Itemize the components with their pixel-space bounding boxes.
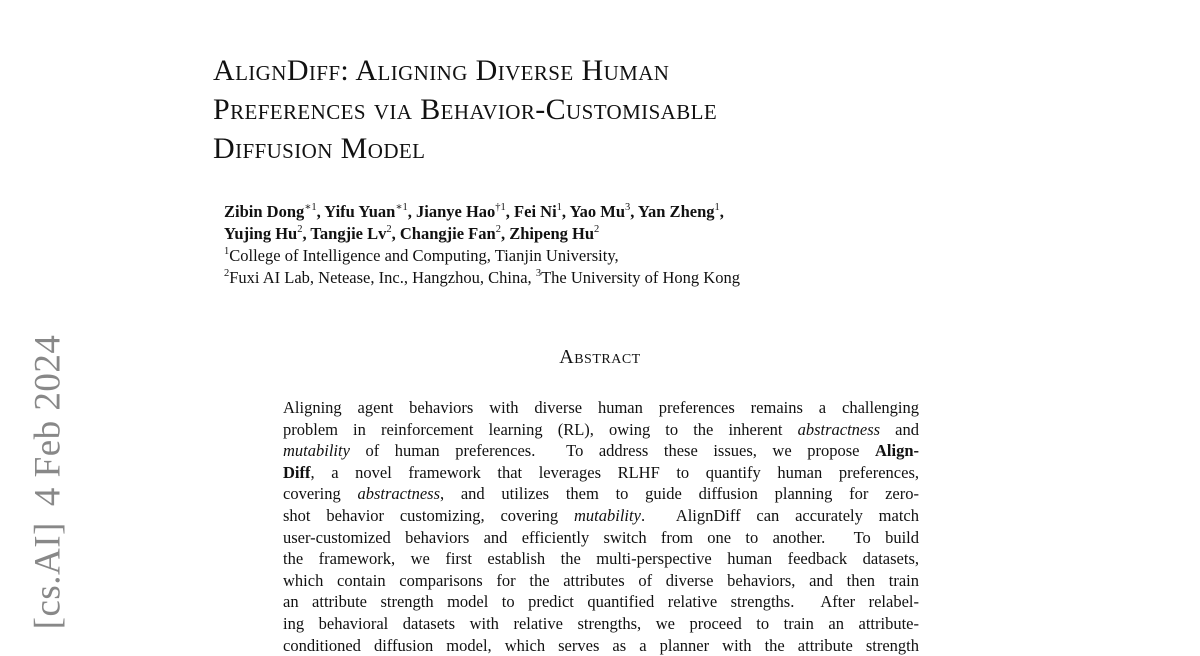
author-sup: 2 xyxy=(386,223,392,235)
arxiv-side-stamp xyxy=(27,335,70,630)
title-line-1: AlignDiff: Aligning Diverse Human xyxy=(213,54,670,87)
abstract-text-segment: covering xyxy=(283,484,358,504)
author-sup: 2 xyxy=(297,223,303,235)
author-sep: , xyxy=(391,224,400,243)
author-sup: †1 xyxy=(495,201,506,213)
abstract-text-segment: conditioned diffusion model, which serves as a planner with the attribute strength xyxy=(283,635,919,655)
abstract-body xyxy=(283,397,919,656)
affiliation-sup: 1 xyxy=(224,245,230,257)
abstract-line xyxy=(283,613,919,635)
abstract-text-segment: Aligning agent behaviors with diverse human preferences remains a challenging xyxy=(283,398,919,417)
affiliation-text: Fuxi AI Lab, Netease, Inc., Hangzhou, China, xyxy=(229,268,536,287)
abstract-text-segment: ing behavioral datasets with relative strengths, we proceed to train an attribute- xyxy=(283,613,919,633)
abstract-text-segment: shot behavior customizing, covering xyxy=(283,505,575,525)
author-name: Yifu Yuan xyxy=(324,202,396,221)
affiliation-line-1 xyxy=(224,245,984,267)
affiliation-line-2 xyxy=(224,267,984,289)
author-sup: 1 xyxy=(556,201,562,213)
author-name: Yan Zheng xyxy=(637,202,715,221)
abstract-line xyxy=(283,462,919,484)
arxiv-date: 4 Feb 2024 xyxy=(27,334,69,507)
author-sup: 1 xyxy=(714,201,720,213)
author-name: Yao Mu xyxy=(569,202,626,221)
affiliation-sup: 2 xyxy=(224,267,230,279)
author-sup: ∗1 xyxy=(304,201,317,213)
arxiv-category: [cs.AI] xyxy=(27,522,69,630)
author-name: Fei Ni xyxy=(514,202,557,221)
author-sup: 2 xyxy=(594,223,600,235)
author-sup: 2 xyxy=(495,223,501,235)
abstract-text-segment: mutability xyxy=(283,441,350,461)
abstract-text-segment: abstractness xyxy=(357,484,440,504)
paper-title xyxy=(213,51,973,168)
abstract-text-segment: user-customized behaviors and efficiently switch from one to another. To build xyxy=(283,527,919,547)
abstract-text-segment: , and utilizes them to guide diffusion planning for zero- xyxy=(439,484,919,504)
author-name: Tangjie Lv xyxy=(310,224,387,243)
author-sup: 3 xyxy=(625,201,631,213)
author-name: Changjie Fan xyxy=(399,224,496,243)
author-sep: , xyxy=(316,202,325,221)
author-name: Zibin Dong xyxy=(224,202,305,221)
author-sup: ∗1 xyxy=(395,201,408,213)
abstract-text-segment: . AlignDiff can accurately match xyxy=(640,505,920,525)
affiliation-text: College of Intelligence and Computing, Tianjin University, xyxy=(229,246,619,265)
author-sep: , xyxy=(302,224,311,243)
abstract-line xyxy=(283,440,919,462)
abstract-text-segment: Align- xyxy=(874,441,919,461)
author-name: Jianye Hao xyxy=(416,202,496,221)
abstract-text-segment: mutability xyxy=(574,505,641,525)
affiliation-sup: 3 xyxy=(535,267,542,279)
abstract-line xyxy=(283,548,919,570)
abstract-line xyxy=(283,483,919,505)
abstract-text-segment: which contain comparisons for the attributes of diverse behaviors, and then train xyxy=(283,570,919,590)
author-name: Zhipeng Hu xyxy=(509,224,595,243)
abstract-line xyxy=(283,570,919,592)
affiliation-text: The University of Hong Kong xyxy=(541,268,740,287)
abstract-heading: Abstract xyxy=(559,346,641,368)
abstract-text-segment: and xyxy=(880,419,919,439)
title-line-2: Preferences via Behavior-Customisable xyxy=(213,93,718,126)
abstract-line xyxy=(283,635,919,656)
author-name: Yujing Hu xyxy=(224,224,298,243)
abstract-text-segment: of human preferences. To address these issues, we propose xyxy=(349,441,875,461)
author-sep: , xyxy=(407,202,416,221)
author-sep: , xyxy=(500,224,510,243)
abstract-text-segment: an attribute strength model to predict quantified relative strengths. After relabel- xyxy=(283,592,919,612)
author-sep: , xyxy=(630,202,638,221)
abstract-line xyxy=(283,419,919,441)
author-sep: , xyxy=(505,202,515,221)
title-line-3: Diffusion Model xyxy=(213,132,426,165)
author-line-1 xyxy=(224,201,984,223)
author-line-2 xyxy=(224,223,984,245)
abstract-line xyxy=(283,527,919,549)
abstract-line xyxy=(283,505,919,527)
author-block xyxy=(224,201,984,289)
abstract-line xyxy=(283,591,919,613)
abstract-line xyxy=(283,397,919,419)
abstract-text-segment: problem in reinforcement learning (RL), owing to the inherent xyxy=(283,419,798,439)
author-sep: , xyxy=(561,202,570,221)
author-sep: , xyxy=(719,202,724,221)
abstract-text-segment: , a novel framework that leverages RLHF to quantify human preferences, xyxy=(310,462,919,482)
abstract-text-segment: abstractness xyxy=(797,419,881,439)
abstract-text-segment: the framework, we first establish the multi-perspective human feedback datasets, xyxy=(283,549,919,569)
abstract-text-segment: Diff xyxy=(283,462,311,482)
